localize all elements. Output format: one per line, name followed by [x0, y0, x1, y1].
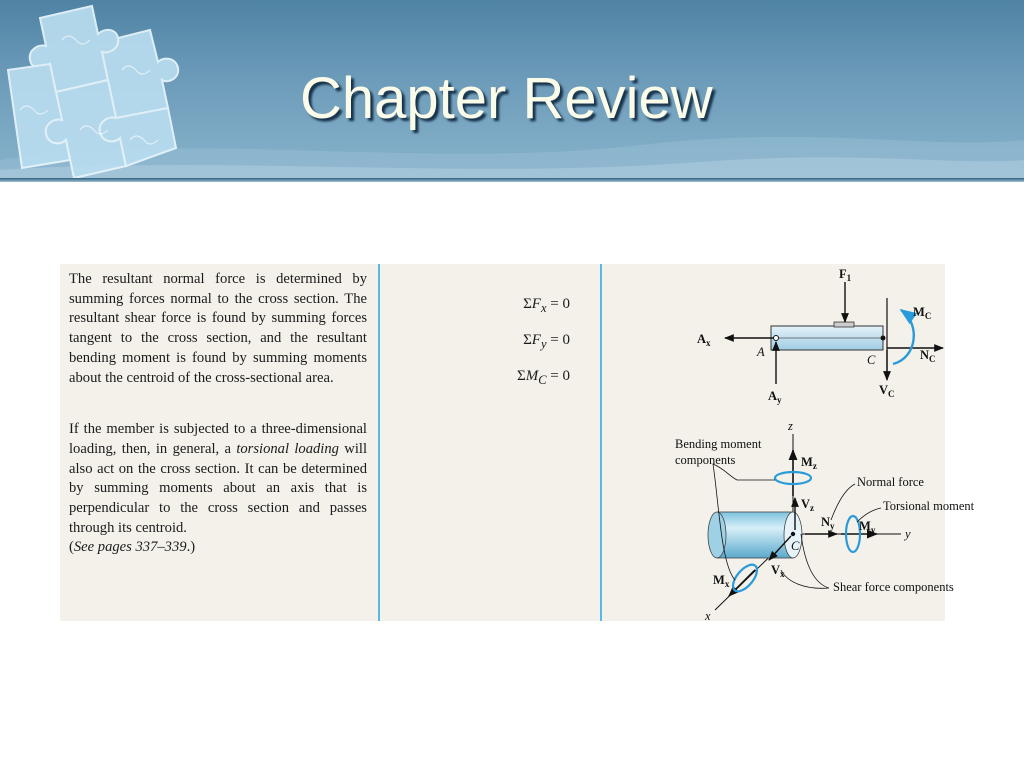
label-vc: $V_C$: [879, 383, 895, 399]
label-vz: $V_z$: [801, 497, 815, 513]
paragraph-internal-loadings: The resultant normal force is determined by summing forces normal to the cross section. The resultant shear force is found by summing forces tangent to the cross section, and the resultant bending moment is found by summing moments about the centroid of the cross-sectional area.: [69, 271, 367, 386]
equilibrium-equations: [440, 288, 570, 396]
cylinder-body: [717, 512, 793, 558]
content-panel: [60, 264, 975, 623]
column-divider: [600, 264, 602, 621]
equation-sum-fx: $\Sigma F_x = 0$: [523, 296, 570, 315]
paragraph-three-dimensional-loading: [69, 420, 367, 558]
page-reference: See pages 337–339: [73, 539, 187, 556]
three-dimensional-section-diagram: [675, 419, 975, 623]
slide-title: Chapter Review: [300, 66, 713, 131]
label-ny: $N_y$: [821, 515, 835, 531]
point-c: [881, 336, 886, 341]
label-ax: $A_x$: [697, 332, 711, 348]
label-c: C: [867, 353, 876, 367]
torsional-loading-term: torsional loading: [236, 440, 339, 457]
label-x-axis: x: [705, 609, 711, 623]
label-bending-moment: Bending moment: [675, 437, 762, 451]
label-mc: $M_C$: [913, 305, 932, 321]
label-ay: $A_y$: [768, 389, 782, 405]
label-mx: $M_x$: [713, 573, 730, 589]
page-reference-close: .): [186, 539, 196, 556]
page-reference-open: (: [69, 539, 74, 556]
explanation-text-column: [69, 270, 367, 558]
label-vx: $V_x$: [771, 563, 785, 579]
column-divider: [378, 264, 380, 621]
label-mz: $M_z$: [801, 455, 817, 471]
label-nc: $N_C$: [920, 348, 936, 364]
moment-mc-arrow: [893, 310, 914, 364]
header-banner: [0, 0, 1024, 180]
equation-sum-fy: $\Sigma F_y = 0$: [523, 332, 570, 351]
label-c-3d: C: [791, 539, 800, 553]
paragraph-text: If the member is subjected to a three-dimensional loading, then, in general, a: [69, 421, 367, 457]
label-normal-force: Normal force: [857, 475, 924, 489]
label-a: A: [757, 345, 765, 359]
point-a: [774, 336, 779, 341]
free-body-diagrams: [605, 264, 975, 623]
label-torsional-moment: Torsional moment: [883, 499, 975, 513]
shear-force-leader: [801, 534, 829, 588]
puzzle-logo-icon: [0, 0, 210, 182]
paragraph-text: will also act on the cross section. It can be determined by summing moments about an axis that is perpendicular to the cross section and passes through its centroid.: [69, 440, 368, 536]
label-bending-components: components: [675, 453, 736, 467]
banner-divider: [0, 178, 1024, 182]
equation-sum-mc: $\Sigma M_C = 0$: [516, 368, 570, 387]
label-shear-force-components: Shear force components: [833, 580, 954, 594]
beam-section-diagram: [697, 267, 943, 405]
normal-force-leader: [831, 484, 855, 520]
load-plate: [834, 322, 854, 327]
label-z-axis: z: [788, 419, 793, 433]
centroid-c: [791, 532, 795, 536]
shear-force-leader: [781, 570, 829, 588]
label-y-axis: y: [905, 527, 911, 541]
label-f1: $F_1$: [839, 267, 852, 283]
label-my: $M_y$: [859, 519, 876, 535]
cylinder-end-face: [708, 512, 726, 558]
